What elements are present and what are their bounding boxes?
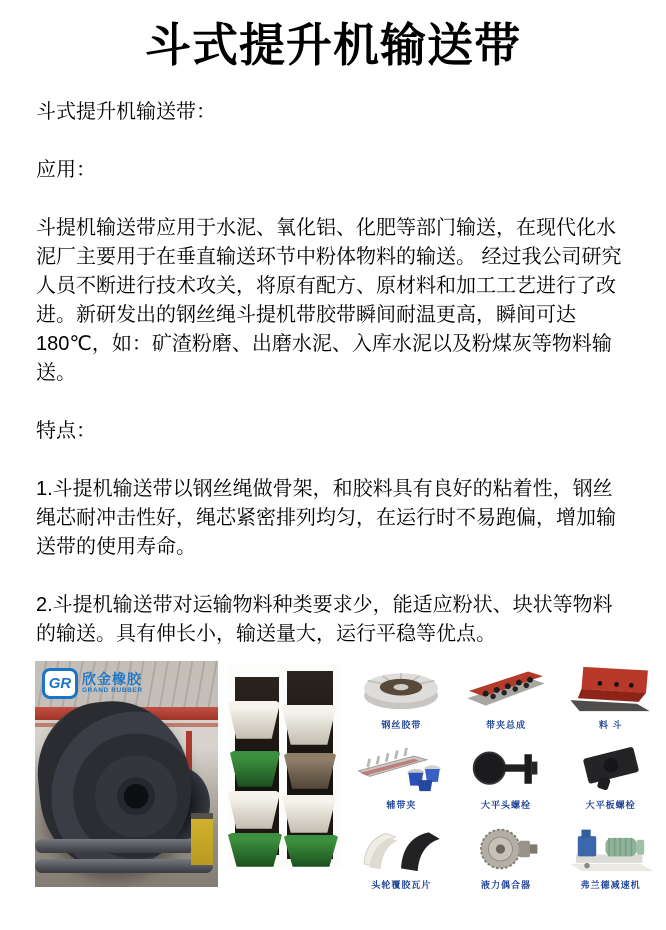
- product-caption: 弗兰德减速机: [580, 879, 641, 890]
- product-item: [457, 665, 556, 731]
- product-item: [561, 825, 660, 891]
- gr-logo-icon: GR: [42, 668, 78, 699]
- product-item: [352, 745, 451, 811]
- green-bucket: [284, 835, 338, 867]
- yellow-machine-decor: [191, 813, 213, 865]
- support-roller: [35, 859, 213, 873]
- product-caption: 料 斗: [598, 719, 623, 730]
- belt-clamp-assembly-photo: [459, 665, 553, 713]
- application-heading: 应用：: [36, 158, 96, 181]
- brand-wordmark: [82, 672, 143, 695]
- product-caption: 带夹总成: [485, 719, 526, 730]
- lagging-tile-photo: [354, 825, 448, 873]
- product-item: [457, 745, 556, 811]
- product-item: [561, 665, 660, 731]
- features-heading: 特点：: [36, 419, 96, 442]
- parts-grid: [352, 665, 660, 891]
- product-item: [561, 745, 660, 811]
- intro-line: 斗式提升机输送带：: [36, 100, 216, 123]
- product-caption: 头轮覆胶瓦片: [371, 879, 432, 890]
- flender-reducer-photo: [564, 825, 658, 873]
- product-caption: 钢丝胶带: [381, 719, 422, 730]
- product-caption: 大平板螺栓: [585, 799, 636, 810]
- elevator-buckets-photo: [228, 665, 340, 867]
- hopper-photo: [564, 665, 658, 713]
- product-caption: 辅带夹: [386, 799, 417, 810]
- belt-roll-factory-photo: [35, 661, 218, 887]
- brand-name-en: GRAND RUBBER: [82, 687, 143, 695]
- white-bucket: [282, 795, 336, 833]
- fluid-coupling-photo: [459, 825, 553, 873]
- page-title: 斗式提升机输送带: [145, 19, 521, 71]
- flat-head-bolt-photo: [459, 745, 553, 793]
- product-caption: 液力偶合器: [480, 879, 531, 890]
- belt-laying-clamp-photo: [354, 745, 448, 793]
- product-gallery: [35, 661, 662, 891]
- brand-logo: [42, 668, 143, 699]
- feature-item-1: 1.斗提机输送带以钢丝绳做骨架，和胶料具有良好的粘着性，钢丝绳芯耐冲击性好，绳芯紧密排列均匀，在运行时不易跑偏，增加输送带的使用寿命。: [36, 477, 616, 558]
- product-item: [352, 665, 451, 731]
- application-paragraph: 斗提机输送带应用于水泥、氧化铝、化肥等部门输送，在现代化水泥厂主要用于在垂直输送环节中粉体物料的输送。 经过我公司研究人员不断进行技术攻关，将原有配方、原材料和加工工艺进行了改进。新研发出的钢丝绳斗提机带胶带瞬间耐温更高，瞬间可达180℃，如：矿渣粉磨、出磨水泥、入库水泥以及粉煤灰等物料输送。: [36, 216, 622, 384]
- green-bucket: [230, 751, 280, 787]
- feature-item-2: 2.斗提机输送带对运输物料种类要求少，能适应粉状、块状等物料的输送。具有伸长小，输送量大，运行平稳等优点。: [36, 593, 613, 645]
- brand-name-cn: 欣金橡胶: [82, 671, 142, 688]
- white-bucket: [228, 701, 280, 739]
- product-item: [352, 825, 451, 891]
- green-bucket: [228, 833, 282, 867]
- white-bucket: [282, 705, 336, 745]
- bronze-bucket: [284, 753, 336, 789]
- white-bucket: [228, 791, 280, 829]
- flat-plate-bolt-photo: [564, 745, 658, 793]
- product-item: [457, 825, 556, 891]
- steel-wire-belt-photo: [354, 665, 448, 713]
- product-caption: 大平头螺栓: [480, 799, 531, 810]
- article-body: [0, 98, 666, 649]
- support-roller: [35, 839, 195, 853]
